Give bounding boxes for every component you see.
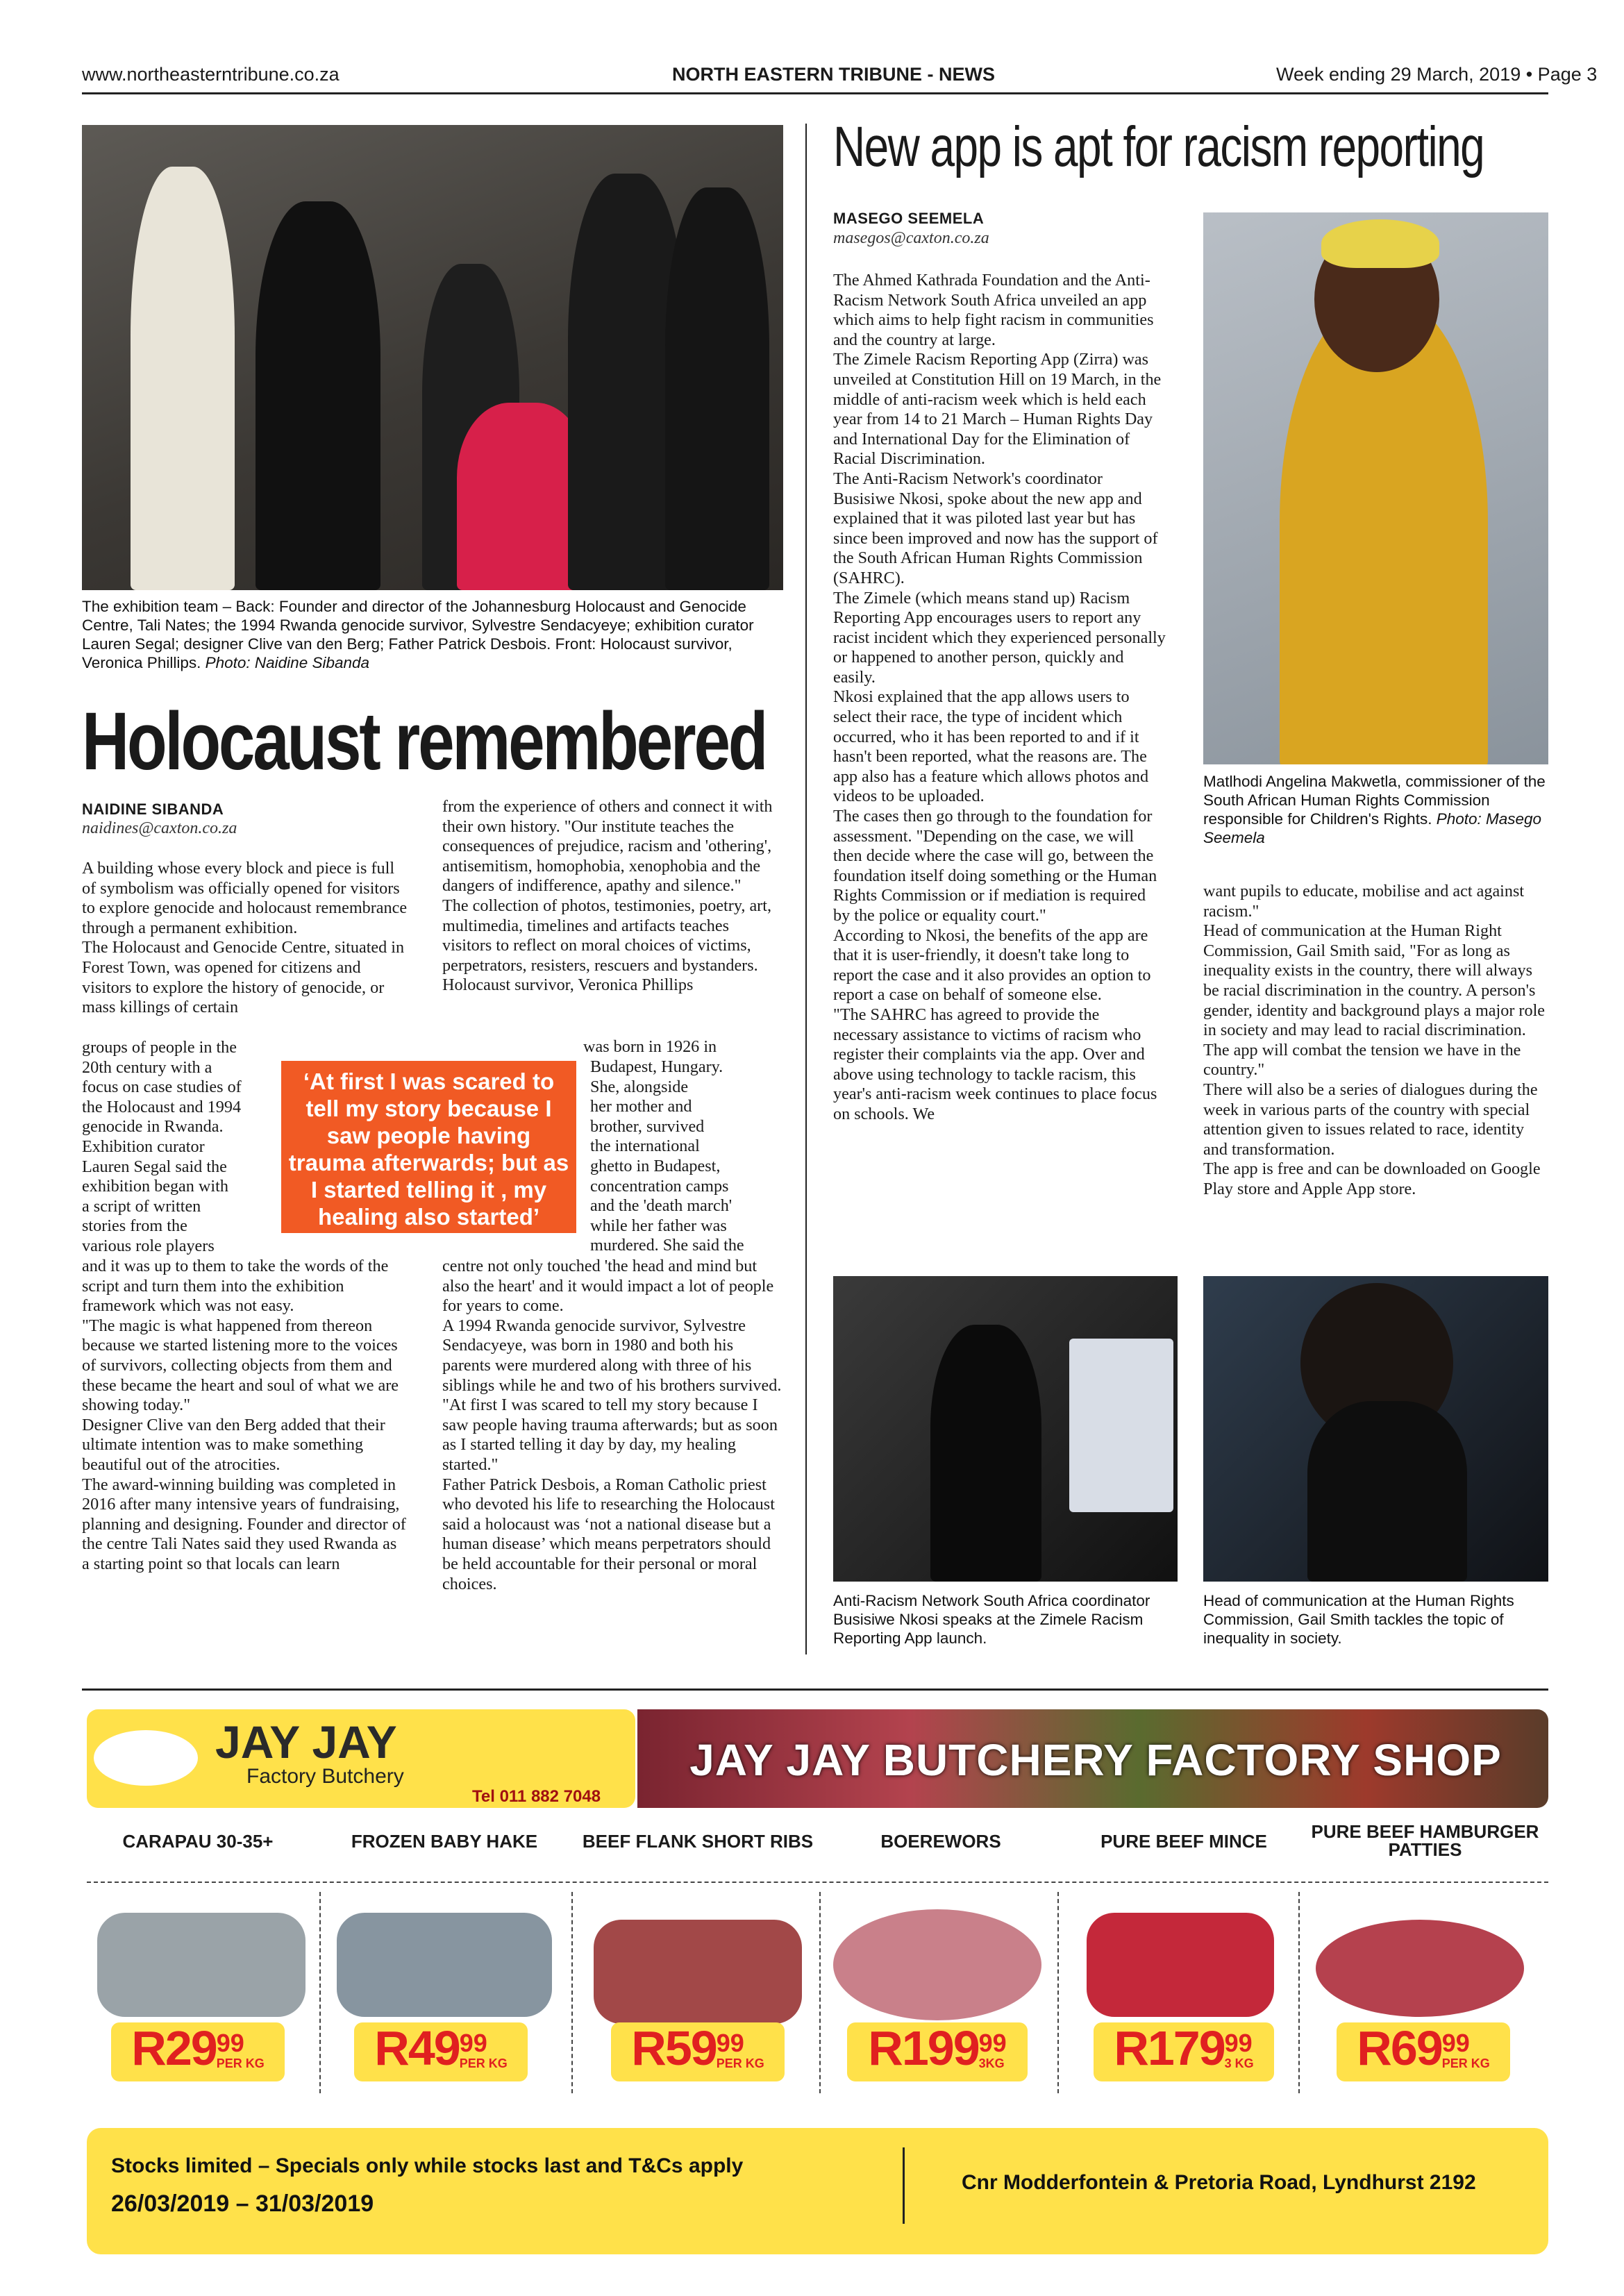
ad-dash-line	[87, 1882, 1548, 1883]
ad-banner-text: JAY JAY BUTCHERY FACTORY SHOP	[689, 1735, 1502, 1785]
product-ribs	[580, 1816, 816, 2075]
makwetla-caption: Matlhodi Angelina Makwetla, commissioner of the South African Human Rights Commission responsible for Children's Rights. Photo: Masego Seemela	[1203, 773, 1546, 846]
ad-stocks-note: Stocks limited – Specials only while stocks last and T&Cs apply	[111, 2154, 744, 2177]
exhibition-team-photo	[82, 125, 783, 590]
product-name: BEEF FLANK SHORT RIBS	[582, 1831, 814, 1852]
ad-footer	[87, 2128, 1548, 2254]
product-divider	[319, 1892, 321, 2093]
ad-logo-panel	[87, 1709, 635, 1808]
section-title: NORTH EASTERN TRIBUNE - NEWS	[672, 64, 995, 85]
ad-logo-sub: Factory Butchery	[246, 1765, 404, 1788]
ad-logo-name: JAY JAY	[215, 1716, 397, 1768]
smith-photo	[1203, 1276, 1548, 1582]
pull-quote: ‘At first I was scared to tell my story because I saw people having trauma afterwards; but as I started telling it , my healing also started’	[281, 1061, 576, 1233]
product-price: R199 99 3KG	[847, 2022, 1028, 2081]
column-divider	[805, 124, 807, 1654]
product-image	[1316, 1920, 1524, 2017]
nkosi-photo	[833, 1276, 1178, 1582]
right-email: masegos@caxton.co.za	[833, 229, 989, 247]
product-price: R69 99 PER KG	[1337, 2022, 1510, 2081]
makwetla-photo	[1203, 212, 1548, 764]
product-price: R29 99 PER KG	[111, 2022, 285, 2081]
product-image	[337, 1913, 552, 2017]
ad-top-rule	[82, 1689, 1548, 1691]
header-rule	[82, 92, 1548, 94]
right-byline: MASEGO SEEMELA	[833, 210, 985, 227]
smith-caption: Head of communication at the Human Rights Commission, Gail Smith tackles the topic of inequality in society.	[1203, 1592, 1514, 1647]
ad-address: Cnr Modderfontein & Pretoria Road, Lyndhurst 2192	[962, 2171, 1476, 2194]
product-divider	[1298, 1892, 1300, 2093]
product-image	[1087, 1913, 1274, 2017]
ad-tel: Tel 011 882 7048	[472, 1787, 601, 1806]
product-price: R179 99 3 KG	[1094, 2022, 1274, 2081]
product-boerewors	[826, 1816, 1055, 2075]
product-image	[97, 1913, 305, 2017]
left-col1-bottom: and it was up to them to take the words of the script and turn them into the exhibition framework which was not easy. "The magic is what happened from thereon because we started listening more to the voices of survivors, collecting objects from them and these became the heart and soul of what we are showing today." Designer Clive van den Berg added that their ultimate intention was to make something beautiful out of the atrocities. The award-winning building was completed in 2016 after many intensive years of fundraising, planning and designing. Founder and director of the centre Tali Nates said they used Rwanda as a starting point so that locals can learn	[82, 1257, 406, 1573]
left-col1-narrow: groups of people in the 20th century with a focus on case studies of the Holocaust and 1994 genocide in Rwanda. Exhibition curator Lauren Segal said the exhibition began with a script of written stories from the various role players	[82, 1038, 242, 1255]
site-url: www.northeasterntribune.co.za	[82, 64, 340, 85]
left-col2-indent: was born in 1926 in	[583, 1037, 717, 1056]
product-name: BOEREWORS	[880, 1831, 1001, 1852]
product-name: PURE BEEF HAMBURGER PATTIES	[1311, 1821, 1539, 1860]
left-col2-top: from the experience of others and connect it with their own history. "Our institute teaches the consequences of prejudice, racism and 'othering', antisemitism, homophobia, xenophobia and the dangers of indifference, apathy and silence." The collection of photos, testimonies, poetry, art, multimedia, timelines and artifacts teaches visitors to reflect on moral choices of victims, perpetrators, resisters, rescuers and bystanders. Holocaust survivor, Veronica Phillips	[442, 797, 773, 995]
product-price: R59 99 PER KG	[611, 2022, 785, 2081]
ad-banner	[637, 1709, 1548, 1808]
left-byline: NAIDINE SIBANDA	[82, 801, 224, 818]
product-price: R49 99 PER KG	[354, 2022, 528, 2081]
team-photo-caption: The exhibition team – Back: Founder and director of the Johannesburg Holocaust and Genocide Centre, Tali Nates; the 1994 Rwanda genocide survivor, Sylvestre Sendacyeye; exhibition curator Lauren Segal; designer Clive van den Berg; Father Patrick Desbois. Front: Holocaust survivor, Veronica Phillips. Photo: Naidine Sibanda	[82, 598, 754, 671]
product-image	[833, 1909, 1041, 2020]
left-col1-top: A building whose every block and piece is full of symbolism was officially opened for visitors to explore genocide and holocaust remembrance through a permanent exhibition. The Holocaust and Genocide Centre, situated in Forest Town, was opened for citizens and visitors to explore the history of genocide, or mass killings of certain	[82, 859, 408, 1017]
holocaust-headline: Holocaust remembered	[82, 696, 767, 787]
product-divider	[1057, 1892, 1059, 2093]
ad-products	[87, 1816, 1548, 2093]
product-divider	[571, 1892, 573, 2093]
right-col1: The Ahmed Kathrada Foundation and the Anti-Racism Network South Africa unveiled an app which aims to help fight racism in communities and the country at large. The Zimele Racism Reporting App (Zirra) was unveiled at Constitution Hill on 19 March, in the middle of anti-racism week which is held each year from 14 to 21 March – Human Rights Day and International Day for the Elimination of Racial Discrimination. The Anti-Racism Network's coordinator Busisiwe Nkosi, spoke about the new app and explained that it was piloted last year but has since been improved and now has the support of the South African Human Rights Commission (SAHRC). The Zimele (which means stand up) Racism Reporting App encourages users to report any racist incident which they experienced personally or happened to another person, quickly and easily. Nkosi explained that the app allows users to select their race, the type of incident which occurred, who it has been reported to and if it hasn't been reported, what the reasons are. The app also has a feature which allows photos and videos to be uploaded. The cases then go through to the foundation for assessment. "Depending on the case, we will then decide where the case will go, between the foundation itself doing something or the Human Rights Commission or if mediation is required by the police or equality court." According to Nkosi, the benefits of the app are that it is user-friendly, it doesn't take long to report the case and it also provides an option to report a case on behalf of someone else. "The SAHRC has agreed to provide the necessary assistance to victims of racism who register their complaints via the app. Over and above using technology to tackle racism, this year's anti-racism week continues to place focus on schools. We	[833, 271, 1166, 1123]
left-email: naidines@caxton.co.za	[82, 819, 237, 837]
product-patties	[1305, 1816, 1545, 2075]
product-image	[594, 1920, 802, 2024]
product-name: CARAPAU 30-35+	[122, 1831, 274, 1852]
app-headline: New app is apt for racism reporting	[833, 115, 1484, 178]
left-col2-bottom: centre not only touched 'the head and mind but also the heart' and it would impact a lot of people for years to come. A 1994 Rwanda genocide survivor, Sylvestre Sendacyeye, was born in 1980 and both his parents were murdered along with three of his siblings while he and two of his brothers survived. "At first I was scared to tell my story because I saw people having trauma afterwards; but as soon as I started telling it day by day, my healing started." Father Patrick Desbois, a Roman Catholic priest who devoted his life to researching the Holocaust said a holocaust was ‘not a national disease but a human disease’ which means perpetrators should be held accountable for their personal or moral choices.	[442, 1257, 782, 1593]
product-divider	[819, 1892, 821, 2093]
product-mince	[1066, 1816, 1302, 2075]
product-carapau	[87, 1816, 309, 2075]
nkosi-caption: Anti-Racism Network South Africa coordinator Busisiwe Nkosi speaks at the Zimele Racism Reporting App launch.	[833, 1592, 1150, 1647]
product-name: PURE BEEF MINCE	[1100, 1831, 1267, 1852]
product-name: FROZEN BABY HAKE	[351, 1831, 538, 1852]
right-col2: want pupils to educate, mobilise and act against racism." Head of communication at the Human Right Commission, Gail Smith said, "For as long as inequality exists in the country, there will always be racial discrimination in the country. A person's gender, identity and background plays a major role in society and may lead to racial discrimination. The app will combat the tension we have in the country." There will also be a series of dialogues during the week in various parts of the country with special attention given to issues related to race, identity and transformation. The app is free and can be downloaded on Google Play store and Apple App store.	[1203, 882, 1546, 1198]
issue-date: Week ending 29 March, 2019 • Page 3	[1276, 64, 1598, 85]
ad-date-range: 26/03/2019 – 31/03/2019	[111, 2190, 374, 2217]
product-hake	[330, 1816, 559, 2075]
left-col2-narrow: Budapest, Hungary. She, alongside her mother and brother, survived the international ghetto in Budapest, concentration camps and the 'death march' while her father was murdered. She said the	[590, 1057, 744, 1255]
ad-footer-divider	[903, 2147, 905, 2224]
bull-mascot-icon	[94, 1730, 198, 1786]
